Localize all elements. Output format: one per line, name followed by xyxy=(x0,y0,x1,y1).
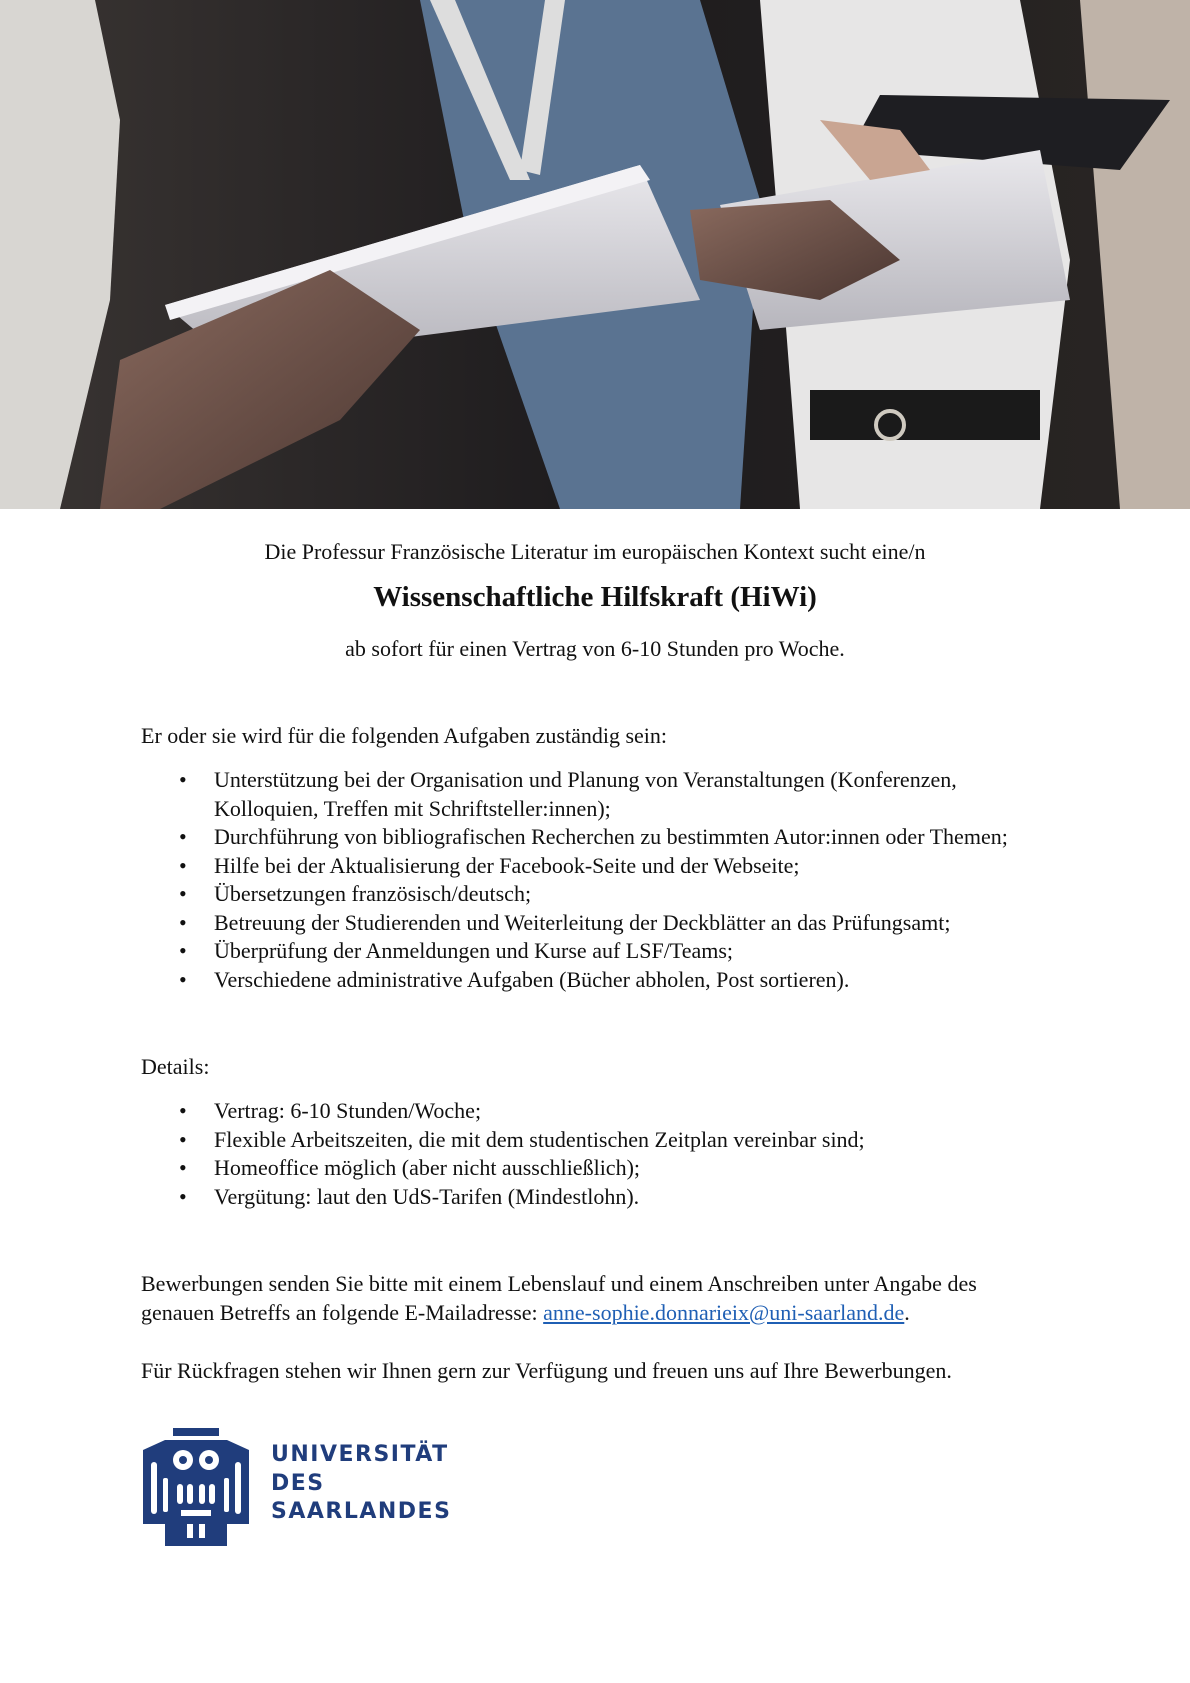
list-item: • Überprüfung der Anmeldungen und Kurse auf LSF/Teams; xyxy=(141,937,1041,966)
closing-text: Für Rückfragen stehen wir Ihnen gern zur Verfügung und freuen uns auf Ihre Bewerbungen. xyxy=(141,1358,952,1383)
list-item: • Verschiedene administrative Aufgaben (Bücher abholen, Post sortieren). xyxy=(141,966,1041,995)
list-item: • Homeoffice möglich (aber nicht ausschließlich); xyxy=(141,1154,1041,1183)
photo-people-holding-books-icon xyxy=(0,0,1190,509)
logo-wordmark xyxy=(271,1441,451,1527)
list-item: • Hilfe bei der Aktualisierung der Facebook-Seite und der Webseite; xyxy=(141,852,1041,881)
application-paragraph xyxy=(141,1270,1041,1327)
application-text: Bewerbungen senden Sie bitte mit einem Lebenslauf und einem Anschreiben unter Angabe des genauen Betreffs an folgende E-Mailadresse: xyxy=(141,1271,977,1325)
list-item: • Betreuung der Studierenden und Weiterleitung der Deckblätter an das Prüfungsamt; xyxy=(141,909,1041,938)
university-logo xyxy=(143,1428,452,1548)
list-item: • Unterstützung bei der Organisation und Planung von Veranstaltungen (Konferenzen, Kolloquien, Treffen mit Schriftsteller:innen); xyxy=(141,766,1041,823)
logo-line-1: UNIVERSITÄT xyxy=(271,1442,449,1467)
details-list xyxy=(141,1097,1041,1211)
logo-line-3: SAARLANDES xyxy=(271,1499,452,1524)
logo-line-2: DES xyxy=(271,1470,325,1496)
list-item: • Durchführung von bibliografischen Recherchen zu bestimmten Autor:innen oder Themen; xyxy=(141,823,1041,852)
application-suffix: . xyxy=(904,1299,910,1325)
hero-photo xyxy=(0,0,1190,509)
list-item: • Übersetzungen französisch/deutsch; xyxy=(141,880,1041,909)
email-link[interactable]: anne-sophie.donnarieix@uni-saarland.de xyxy=(543,1299,905,1325)
owl-seal-icon xyxy=(143,1428,249,1548)
tasks-lead: Er oder sie wird für die folgenden Aufgaben zuständig sein: xyxy=(141,723,668,748)
list-item: • Flexible Arbeitszeiten, die mit dem studentischen Zeitplan vereinbar sind; xyxy=(141,1126,1041,1155)
list-item: • Vergütung: laut den UdS-Tarifen (Mindestlohn). xyxy=(141,1183,1041,1212)
details-lead: Details: xyxy=(141,1054,210,1079)
intro-text: Die Professur Französische Literatur im europäischen Kontext sucht eine/n xyxy=(264,539,926,564)
list-item: • Vertrag: 6-10 Stunden/Woche; xyxy=(141,1097,1041,1126)
page-title: Wissenschaftliche Hilfskraft (HiWi) xyxy=(373,581,817,613)
tasks-list xyxy=(141,766,1041,994)
subtitle: ab sofort für einen Vertrag von 6-10 Stunden pro Woche. xyxy=(345,636,845,661)
